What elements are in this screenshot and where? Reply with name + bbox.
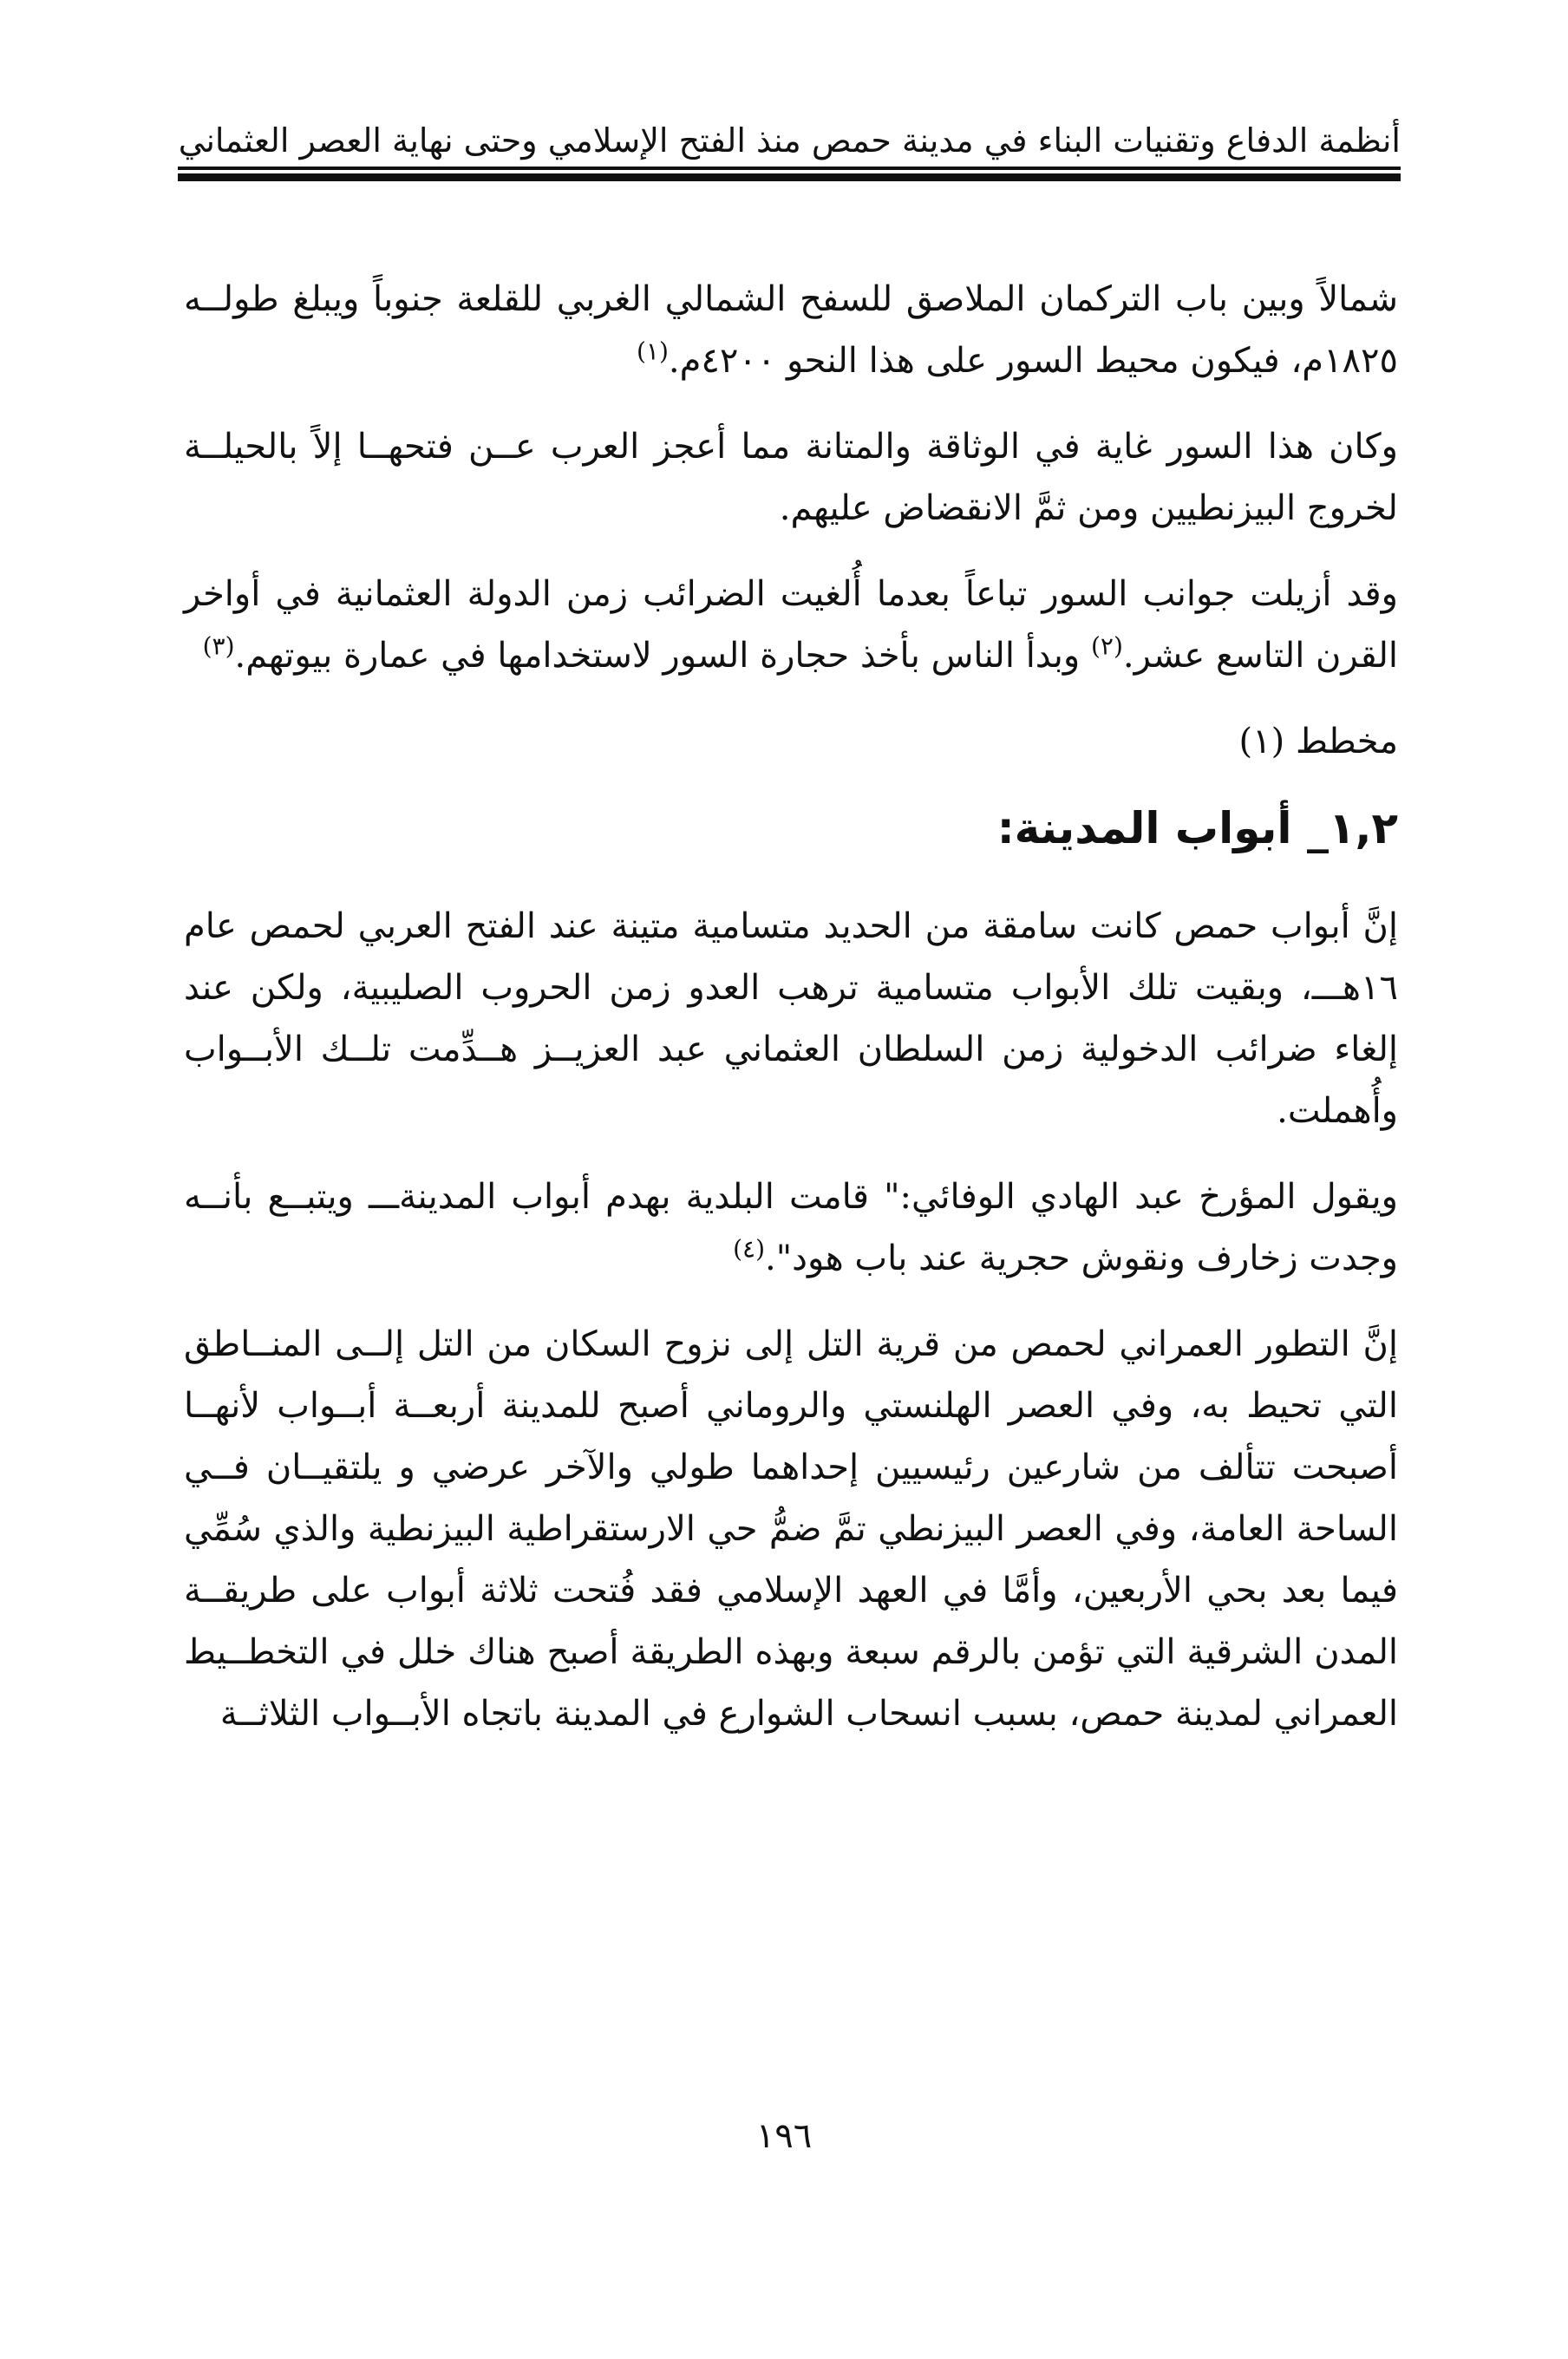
paragraph-2-text: وكان هذا السور غاية في الوثاقة والمتانة مما أعجز العرب عــن فتحهــا إلاً بالحيلــة لخروج البيزنطيين ومن ثمَّ الانقضاض عليهم. bbox=[184, 427, 1398, 528]
header-rule-thin bbox=[178, 167, 1401, 170]
section-paragraph-2 bbox=[184, 1166, 1398, 1290]
section-paragraph-1-text: إنَّ أبواب حمص كانت سامقة من الحديد متسامية متينة عند الفتح العربي لحمص عام ١٦هـــ، وبقيت تلك الأبواب متسامية ترهب العدو زمن الحروب الصليبية، ولكن عند إلغاء ضرائب الدخولية زمن السلطان العثماني عبد العزيــز هــدِّمت تلــك الأبــواب وأُهملت. bbox=[184, 906, 1399, 1131]
body-text bbox=[184, 269, 1398, 1769]
paragraph-2 bbox=[184, 416, 1398, 539]
running-header: أنظمة الدفاع وتقنيات البناء في مدينة حمص منذ الفتح الإسلامي وحتى نهاية العصر العثماني bbox=[178, 121, 1401, 160]
page-number: ١٩٦ bbox=[755, 2116, 813, 2156]
section-paragraph-2-text: ويقول المؤرخ عبد الهادي الوفائي:" قامت البلدية بهدم أبواب المدينةـــ ويتبــع بأنــه وجدت زخارف ونقوش حجرية عند باب هود". bbox=[184, 1177, 1398, 1278]
paragraph-1-text: شمالاً وبين باب التركمان الملاصق للسفح الشمالي الغربي للقلعة جنوباً ويبلغ طولــه ١٨٢٥م، فيكون محيط السور على هذا النحو ٤٢٠٠م. bbox=[184, 279, 1399, 381]
paragraph-3 bbox=[184, 564, 1398, 687]
paragraph-3-text-continued: وبدأ الناس بأخذ حجارة السور لاستخدامها في عمارة بيوتهم. bbox=[234, 636, 1091, 676]
paragraph-3-text: وقد أزيلت جوانب السور تباعاً بعدما أُلغيت الضرائب زمن الدولة العثمانية في أواخر القرن التاسع عشر. bbox=[184, 574, 1398, 676]
footnote-ref-2[interactable]: (٢) bbox=[1090, 631, 1123, 661]
footnote-ref-3[interactable]: (٣) bbox=[202, 631, 235, 661]
section-paragraph-1 bbox=[184, 896, 1398, 1142]
section-paragraph-3-text: إنَّ التطور العمراني لحمص من قرية التل إلى نزوح السكان من التل إلــى المنــاطق التي تحيط به، وفي العصر الهلنستي والروماني أصبح للمدينة أربعــة أبــواب لأنهــا أصبحت تتألف من شارعين رئيسيين إحداهما طولي والآخر عرضي و يلتقيــان فــي الساحة العامة، وفي العصر البيزنطي تمَّ ضمُّ حي الارستقراطية البيزنطية والذي سُمِّي فيما بعد بحي الأربعين، وأمَّا في العهد الإسلامي فقد فُتحت ثلاثة أبواب على طريقــة المدن الشرقية التي تؤمن بالرقم سبعة وبهذه الطريقة أصبح هناك خلل في التخطــيط العمراني لمدينة حمص، بسبب انسحاب الشوارع في المدينة باتجاه الأبــواب الثلاثــة bbox=[184, 1324, 1398, 1734]
footnote-ref-1[interactable]: (١) bbox=[636, 337, 669, 366]
footnote-ref-4[interactable]: (٤) bbox=[733, 1234, 766, 1264]
paragraph-1 bbox=[184, 269, 1398, 392]
section-heading: ١,٢_ أبواب المدينة: bbox=[996, 803, 1398, 853]
figure-label: مخطط (١) bbox=[1238, 722, 1398, 761]
section-paragraph-3 bbox=[184, 1314, 1398, 1745]
header-rule-thick bbox=[178, 173, 1401, 181]
